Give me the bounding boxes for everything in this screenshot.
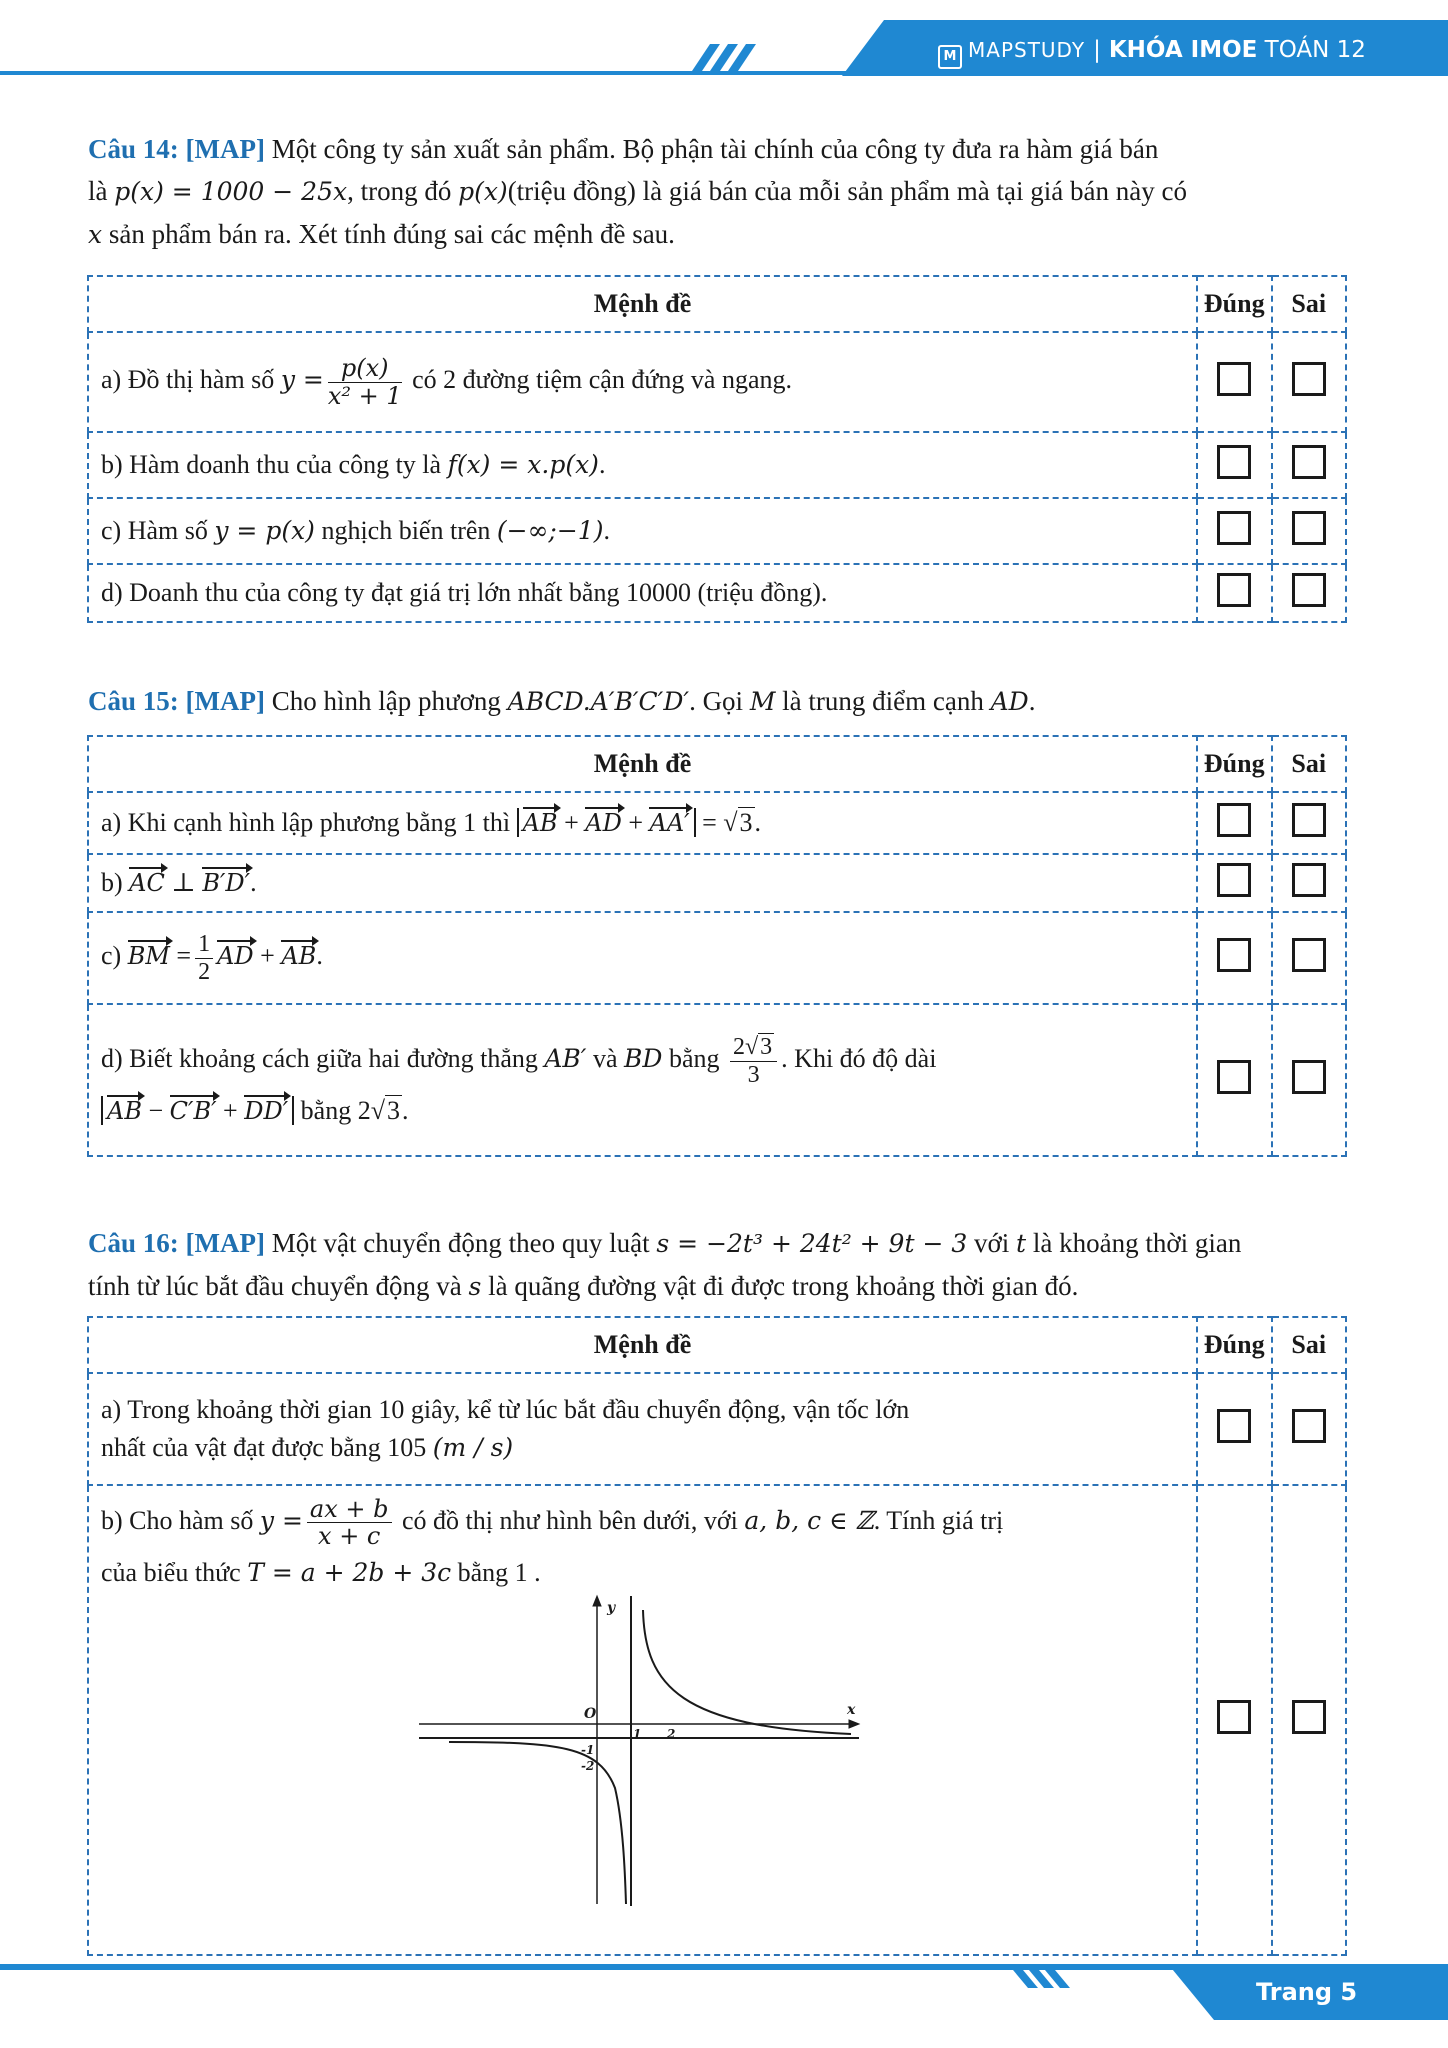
true-checkbox-14d[interactable] — [1217, 573, 1251, 607]
header-subject: TOÁN 12 — [1264, 37, 1366, 63]
statement-14a: a) Đồ thị hàm số y = $\frac{p(x)}{\text{x² + 1}}$ có 2 đường tiệm cận đứng và ngang. — [88, 332, 1197, 432]
question-14: Câu 14: [MAP] Một công ty sản xuất sản phẩm. Bộ phận tài chính của công ty đưa ra hàm giá bán là p(x) = 1000 − 25x, trong đó p(x)(triệu đồng) là giá bán của mỗi sản phẩm mà tại giá bán này có x sản phẩm bán ra. Xét tính đúng sai các mệnh đề sau. — [88, 134, 1187, 249]
false-checkbox-14c[interactable] — [1292, 511, 1326, 545]
true-checkbox-16b[interactable] — [1217, 1700, 1251, 1734]
statement-row — [88, 912, 1346, 1004]
header-stripes-decoration — [690, 44, 840, 74]
statement-15c: c) BM = $\frac{1}{2}$ AD + AB. — [88, 912, 1197, 1004]
header-course: KHÓA IMOE — [1108, 37, 1258, 63]
statement-16b: b) Cho hàm số y = $\frac{ax + b}{x + c}$ có đồ thị như hình bên dưới, với a, b, c ∈ ℤ. Tính giá trị của biểu thức T = a + 2b + 3c bằng 1 . y x O 1 2 -1 -2 — [88, 1485, 1197, 1955]
statement-15d: d) Biết khoảng cách giữa hai đường thẳng AB′ và BD bằng $\frac{2√3}{3}$ . Khi đó độ dài AB − C′B′ + DD′ bằng 2√3. — [88, 1004, 1197, 1156]
true-checkbox-15b[interactable] — [1217, 863, 1251, 897]
statement-row — [88, 432, 1346, 498]
x-tick-2: 2 — [667, 1726, 676, 1741]
true-checkbox-15d[interactable] — [1217, 1060, 1251, 1094]
false-checkbox-15a[interactable] — [1292, 803, 1326, 837]
statement-row — [88, 332, 1346, 432]
question-16-label: Câu 16: [MAP] — [88, 1228, 265, 1258]
statement-row — [88, 498, 1346, 564]
price-formula: p(x) = 1000 − 25x — [114, 177, 348, 206]
false-checkbox-15c[interactable] — [1292, 938, 1326, 972]
statement-row — [88, 1485, 1346, 1955]
false-checkbox-14b[interactable] — [1292, 445, 1326, 479]
true-checkbox-15a[interactable] — [1217, 803, 1251, 837]
true-checkbox-14c[interactable] — [1217, 511, 1251, 545]
true-checkbox-14a[interactable] — [1217, 362, 1251, 396]
false-checkbox-15d[interactable] — [1292, 1060, 1326, 1094]
statement-14d: d) Doanh thu của công ty đạt giá trị lớn nhất bằng 10000 (triệu đồng). — [88, 564, 1197, 622]
table-header-row: Mệnh đề Đúng Sai — [88, 276, 1346, 332]
false-checkbox-14d[interactable] — [1292, 573, 1326, 607]
statement-14b: b) Hàm doanh thu của công ty là f(x) = x.p(x). — [88, 432, 1197, 498]
statement-15a: a) Khi cạnh hình lập phương bằng 1 thì AB + AD + AA′ = √3. — [88, 792, 1197, 854]
true-checkbox-14b[interactable] — [1217, 445, 1251, 479]
origin-label: O — [584, 1705, 597, 1722]
statement-row — [88, 1373, 1346, 1485]
statement-row — [88, 564, 1346, 622]
table-header-row: Mệnh đề Đúng Sai — [88, 736, 1346, 792]
page-number: Trang 5 — [1256, 1978, 1358, 2006]
statement-16a: a) Trong khoảng thời gian 10 giây, kể từ lúc bắt đầu chuyển động, vận tốc lớn nhất của vật đạt được bằng 105 (m / s) — [88, 1373, 1197, 1485]
table-header-row: Mệnh đề Đúng Sai — [88, 1317, 1346, 1373]
hyperbola-graph — [419, 1592, 869, 1912]
false-checkbox-15b[interactable] — [1292, 863, 1326, 897]
false-checkbox-14a[interactable] — [1292, 362, 1326, 396]
question-14-label: Câu 14: [MAP] — [88, 134, 265, 164]
question-15-table — [87, 735, 1347, 1157]
y-axis-label: y — [607, 1599, 616, 1616]
header-brand: MAPSTUDY — [968, 38, 1086, 62]
motion-law: s = −2t³ + 24t² + 9t − 3 — [656, 1229, 968, 1258]
mapstudy-logo-icon: M — [938, 45, 962, 69]
statement-row — [88, 792, 1346, 854]
x-tick-1: 1 — [633, 1726, 642, 1741]
question-16: Câu 16: [MAP] Một vật chuyển động theo quy luật s = −2t³ + 24t² + 9t − 3 với t là khoảng thời gian tính từ lúc bắt đầu chuyển động và s là quãng đường vật đi được trong khoảng thời gian đó. — [88, 1228, 1242, 1301]
footer-stripes-decoration — [1008, 1964, 1168, 1988]
true-checkbox-15c[interactable] — [1217, 938, 1251, 972]
statement-14c: c) Hàm số y = p(x) nghịch biến trên (−∞;−1). — [88, 498, 1197, 564]
x-axis-label: x — [847, 1701, 856, 1718]
false-checkbox-16b[interactable] — [1292, 1700, 1326, 1734]
statement-row — [88, 854, 1346, 912]
statement-row — [88, 1004, 1346, 1156]
question-16-table — [87, 1316, 1347, 1956]
true-checkbox-16a[interactable] — [1217, 1409, 1251, 1443]
question-15-label: Câu 15: [MAP] — [88, 686, 265, 716]
question-14-table — [87, 275, 1347, 623]
y-tick-minus-2: -2 — [581, 1758, 595, 1773]
header-title: M MAPSTUDY | KHÓA IMOE TOÁN 12 — [938, 34, 1366, 66]
question-15: Câu 15: [MAP] Cho hình lập phương ABCD.A′B′C′D′. Gọi M là trung điểm cạnh AD. — [88, 686, 1036, 716]
y-tick-minus-1: -1 — [581, 1742, 595, 1757]
statement-15b: b) AC ⊥ B′D′. — [88, 854, 1197, 912]
false-checkbox-16a[interactable] — [1292, 1409, 1326, 1443]
